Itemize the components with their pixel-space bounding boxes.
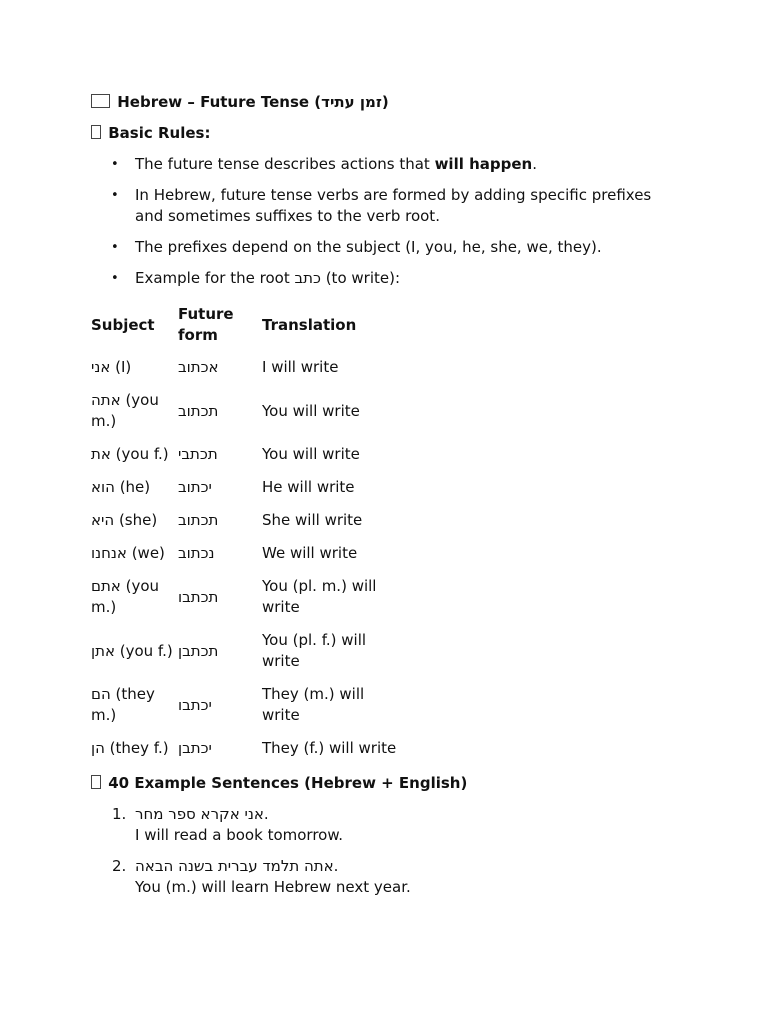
table-header-row [91, 299, 402, 351]
table-cell: אני (I) [91, 358, 132, 376]
table-cell: נכתוב [178, 544, 215, 562]
table-row [91, 678, 402, 732]
list-number: 1. [112, 805, 127, 823]
rules-list-item: • The prefixes depend on the subject (I, you, he, she, we, they). [111, 238, 602, 256]
bullet-icon: • [111, 240, 119, 255]
table-cell: אתן (you f.) [91, 641, 173, 660]
examples-heading [91, 773, 681, 794]
israel-flag-icon [91, 94, 110, 108]
column-header: Subject [91, 315, 155, 334]
table-cell: I will write [262, 358, 339, 376]
table-cell: יכתוב [178, 478, 212, 496]
table-row [91, 384, 402, 438]
english-translation: I will read a book tomorrow. [135, 826, 343, 844]
list-item [91, 856, 681, 898]
bullet-icon: • [111, 271, 119, 286]
column-header: Translation [262, 315, 357, 334]
bullet-icon: • [111, 157, 119, 172]
table-cell: אנחנו (we) [91, 544, 165, 562]
table-row [91, 624, 402, 678]
table-cell: תכתוב [178, 511, 219, 529]
table-row [91, 351, 402, 384]
table-row [91, 570, 402, 624]
table-cell: הוא (he) [91, 478, 151, 496]
page-title-text: Hebrew – Future Tense (זמן עתיד) [117, 93, 389, 111]
english-translation: You (m.) will learn Hebrew next year. [135, 878, 411, 896]
rules-list-item: • Example for the root כתב (to write): [111, 269, 401, 287]
table-cell: את (you f.) [91, 445, 169, 463]
table-cell: We will write [262, 544, 358, 562]
rules-list-item: • In Hebrew, future tense verbs are formed by adding specific prefixes and sometimes suffixes to the verb root. [111, 186, 652, 225]
table-cell: יכתבן [178, 739, 212, 757]
document-page [91, 92, 681, 908]
table-cell: You will write [262, 445, 360, 463]
table-cell: יכתבו [178, 695, 212, 714]
table-cell: They (f.) will write [262, 739, 397, 757]
list-item [91, 804, 681, 846]
list-number: 2. [112, 857, 127, 875]
page-title [91, 92, 681, 113]
column-header: Future form [178, 305, 234, 344]
table-cell: אתה (you m.) [91, 391, 159, 430]
examples-heading-text: 40 Example Sentences (Hebrew + English) [108, 774, 468, 792]
table-row [91, 732, 402, 765]
table-row [91, 537, 402, 570]
table-cell: הם (they m.) [91, 685, 155, 724]
table-cell: הן (they f.) [91, 739, 169, 757]
table-cell: תכתבן [178, 641, 219, 660]
table-cell: היא (she) [91, 511, 158, 529]
table-cell: אתם (you m.) [91, 577, 160, 616]
example-sentences-list [91, 804, 681, 898]
table-cell: תכתוב [178, 401, 219, 420]
rules-list [91, 154, 681, 289]
table-cell: תכתבי [178, 445, 218, 463]
table-row [91, 504, 402, 537]
table-cell: אכתוב [178, 358, 219, 376]
table-cell: תכתבו [178, 587, 219, 606]
table-cell: They (m.) will write [262, 685, 365, 724]
rules-heading [91, 123, 681, 144]
rules-list-item: • The future tense describes actions that will happen. [111, 155, 537, 173]
memo-icon [91, 125, 101, 139]
table-cell: You (pl. f.) will write [262, 631, 367, 670]
hebrew-sentence: אתה תלמד עברית בשנה הבאה. [135, 857, 339, 875]
conjugation-table [91, 299, 402, 765]
bullet-icon: • [111, 188, 119, 203]
hebrew-sentence: אני אקרא ספר מחר. [135, 805, 269, 823]
rules-heading-text: Basic Rules: [108, 124, 211, 142]
book-icon [91, 775, 101, 789]
table-row [91, 438, 402, 471]
table-cell: You (pl. m.) will write [262, 577, 377, 616]
table-cell: She will write [262, 511, 363, 529]
table-cell: He will write [262, 478, 355, 496]
table-cell: You will write [262, 401, 360, 420]
table-row [91, 471, 402, 504]
